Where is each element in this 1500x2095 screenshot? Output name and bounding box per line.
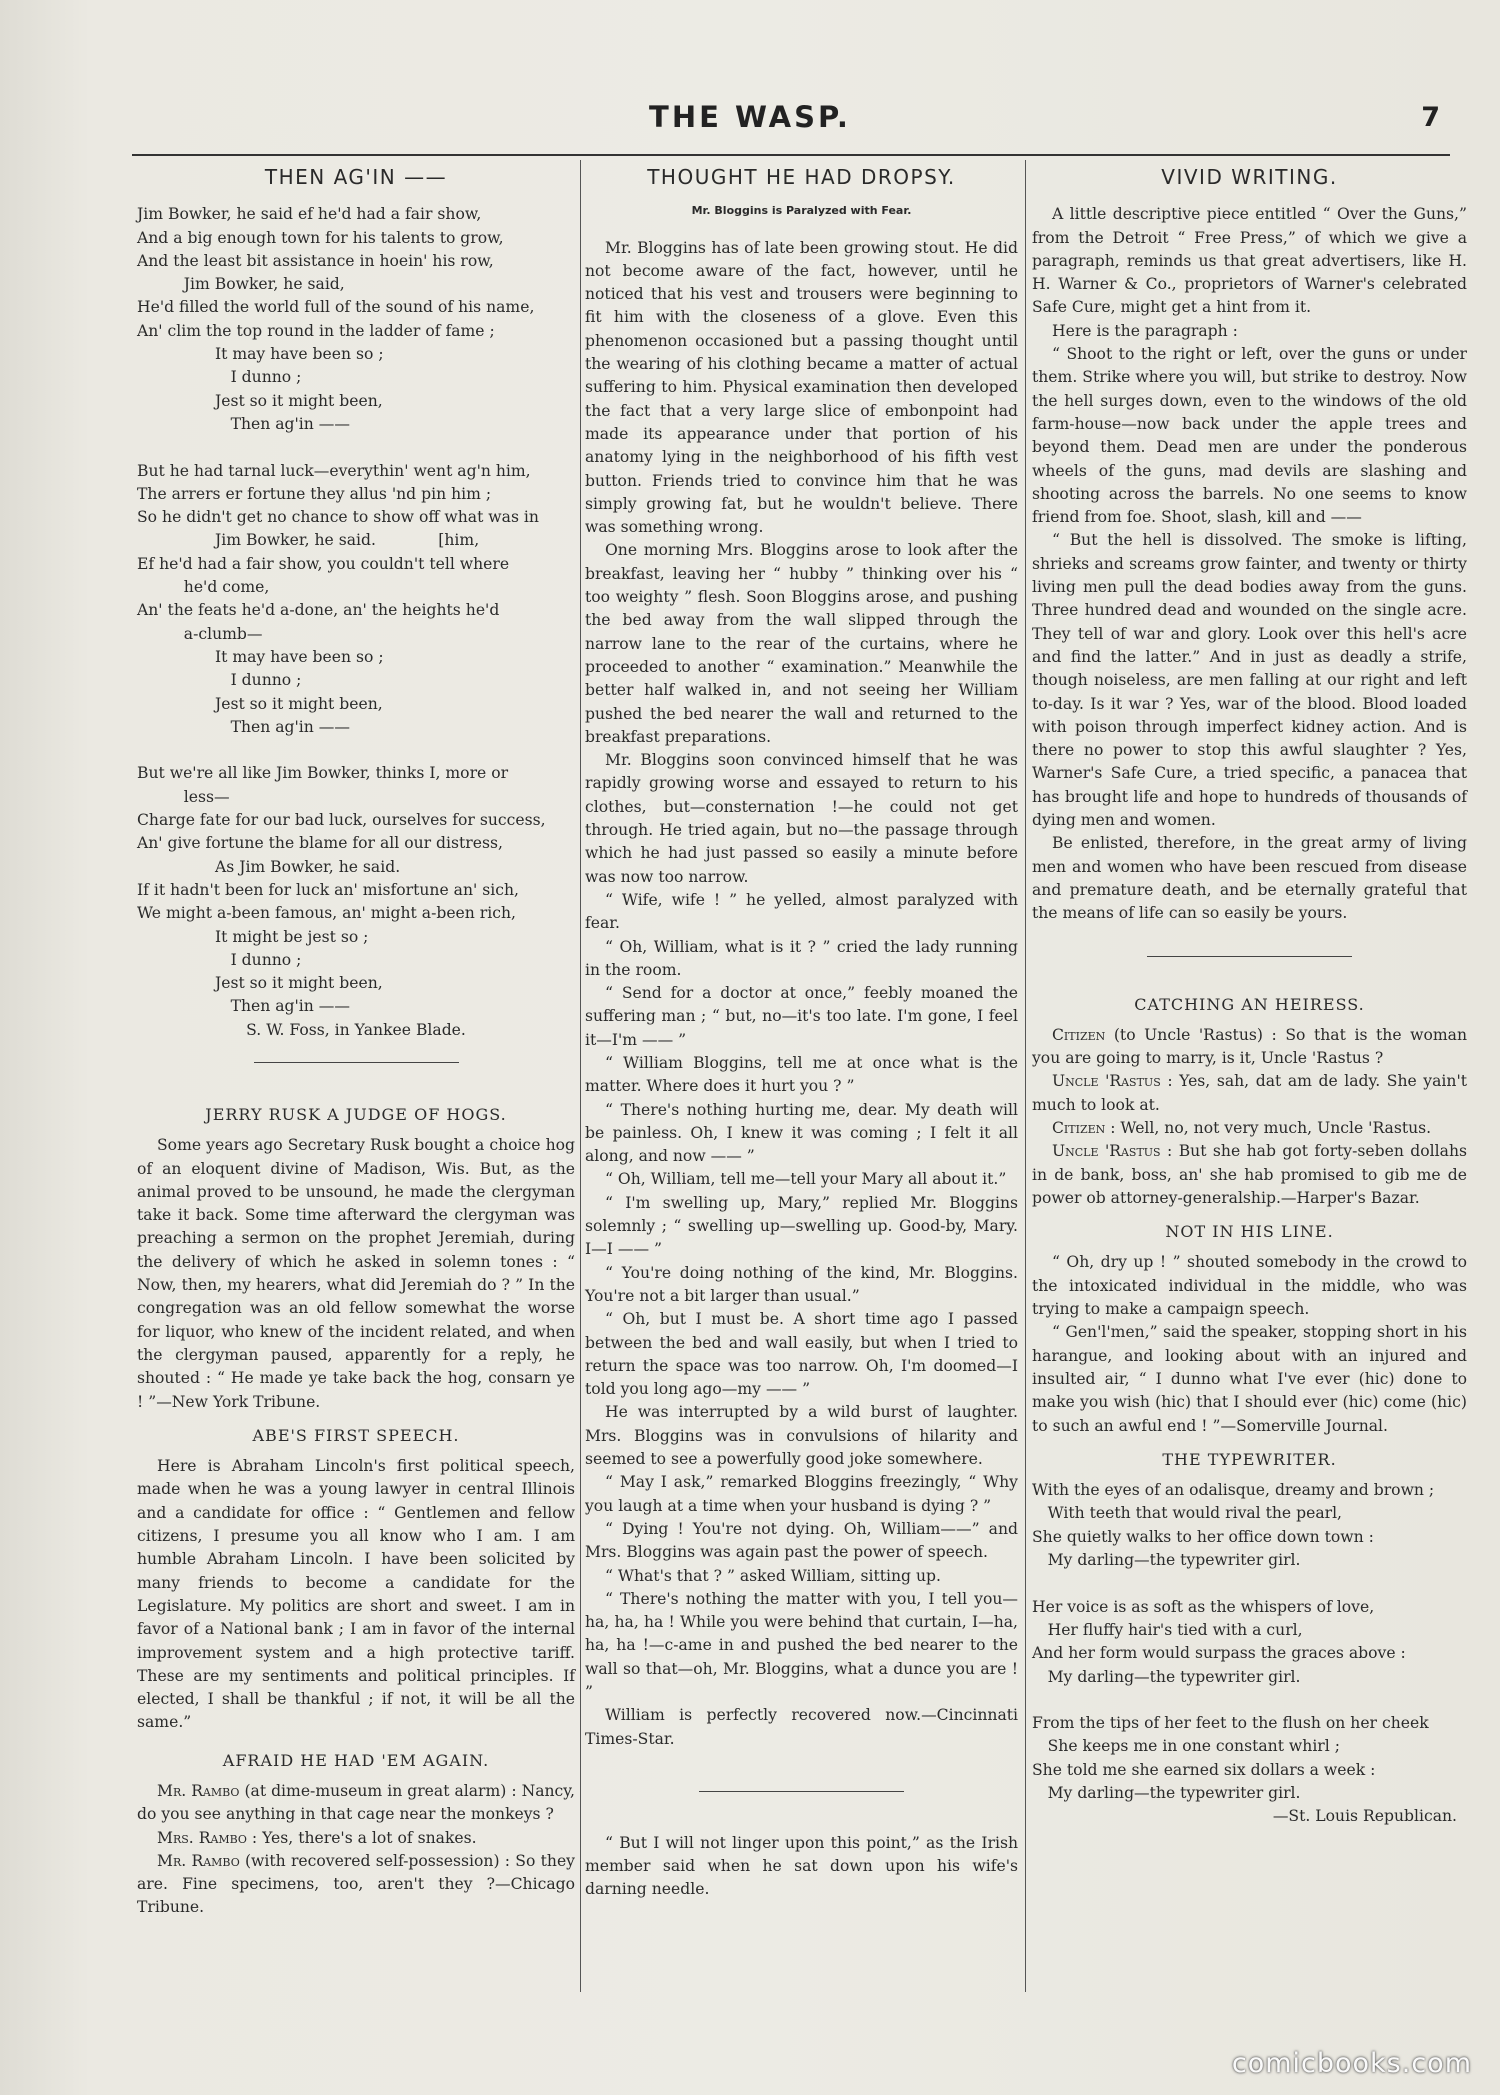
paragraph: “ You're doing nothing of the kind, Mr. Bloggins. You're not a bit larger than usual.” <box>585 1263 1018 1305</box>
column-divider-2 <box>1025 160 1026 1992</box>
article-title-heiress: CATCHING AN HEIRESS. <box>1134 994 1365 1014</box>
paragraph: “ There's nothing hurting me, dear. My death will be painless. Oh, I knew it was coming ; I felt it all along, and now —— ” <box>585 1100 1018 1166</box>
poem-line: We might a-been famous, an' might a-been rich, <box>137 904 516 923</box>
column-middle <box>585 166 1018 1902</box>
paragraph: “ Dying ! You're not dying. Oh, William——” and Mrs. Bloggins was again past the power of speech. <box>585 1519 1018 1562</box>
poem-line: My darling—the typewriter girl. <box>1032 1667 1301 1686</box>
poem-line: From the tips of her feet to the flush on her cheek <box>1032 1714 1429 1733</box>
paragraph: A little descriptive piece entitled “ Over the Guns,” from the Detroit “ Free Press,” of which we give a paragraph, reminds us that great advertisers, like H. H. Warner & Co., proprietors of Warner's celebrated Safe Cure, might get a hint from it. <box>1032 205 1467 317</box>
poem-line: Jim Bowker, he said ef he'd had a fair show, <box>137 205 482 224</box>
column-divider-1 <box>580 160 581 1992</box>
article-body-heiress <box>1032 1024 1467 1210</box>
poem-line: Then ag'in —— <box>137 414 350 433</box>
poem-line <box>1032 1572 1467 1595</box>
poem-typewriter <box>1032 1479 1467 1805</box>
poem-line: It might be jest so ; <box>137 927 369 946</box>
paragraph: “ May I ask,” remarked Bloggins freezingly, “ Why you laugh at a time when your husband is dying ? ” <box>585 1473 1018 1515</box>
article-subtitle-dropsy: Mr. Bloggins is Paralyzed with Fear. <box>691 204 912 218</box>
poem-then-again <box>137 203 575 1042</box>
poem-line: But he had tarnal luck—everythin' went ag'n him, <box>137 461 531 480</box>
poem-line: Ef he'd had a fair show, you couldn't tell where <box>137 554 510 573</box>
article-title-afraid: AFRAID HE HAD 'EM AGAIN. <box>222 1750 490 1770</box>
paragraph: “ Shoot to the right or left, over the guns or under them. Strike where you will, but strike to destroy. Now the hell surges down, even to the windows of the old farm-house—now back under the apple trees and beyond them. Dead men are under the ponderous wheels of the guns, mad devils are slashing and shooting across the barrels. No one seems to know friend from foe. Shoot, slash, kill and —— <box>1032 345 1467 527</box>
dialogue-paragraph <box>137 1780 575 1827</box>
article-title-not-in-line: NOT IN HIS LINE. <box>1165 1222 1334 1242</box>
article-body-afraid <box>137 1780 575 1920</box>
poem-line: Her fluffy hair's tied with a curl, <box>1032 1620 1303 1639</box>
poem-line: The arrers er fortune they allus 'nd pin him ; <box>137 484 492 503</box>
poem-line: She told me she earned six dollars a week : <box>1032 1760 1376 1779</box>
poem-line: Jest so it might been, <box>137 391 383 410</box>
article-body-irish-member: “ But I will not linger upon this point,” as the Irish member said when he sat down upon his wife's darning needle. <box>585 1833 1018 1899</box>
article-title-vivid-writing: VIVID WRITING. <box>1161 165 1338 189</box>
speaker-name: Citizen <box>1052 1025 1106 1044</box>
poem-line: But we're all like Jim Bowker, thinks I, more or <box>137 764 509 783</box>
paragraph: “ Send for a doctor at once,” feebly moaned the suffering man ; “ but, no—it's too late. I'm gone, I feel it—I'm —— ” <box>585 984 1018 1049</box>
paragraph: He was interrupted by a wild burst of laughter. Mrs. Bloggins was in convulsions of hilarity and seemed to see a powerfully good joke somewhere. <box>585 1403 1018 1469</box>
poem-line: Then ag'in —— <box>137 717 350 736</box>
paragraph: “ Wife, wife ! ” he yelled, almost paralyzed with fear. <box>585 890 1018 933</box>
paragraph: Here is the paragraph : <box>1052 321 1238 340</box>
article-body-abes-speech: Here is Abraham Lincoln's first political speech, made when he was a young lawyer in central Illinois and a candidate for office : “ Gentlemen and fellow citizens, I presume you all know who I am. I am humble Abraham Lincoln. I have been solicited by many friends to become a candidate for the Legislature. My politics are short and sweet. I am in favor of a National bank ; I am in favor of the internal improvement system and a high protective tariff. These are my sentiments and political principles. If elected, I shall be thankful ; if not, it will be all the same.” <box>137 1457 575 1732</box>
paragraph: “ There's nothing the matter with you, I tell you—ha, ha, ha ! While you were behind that curtain, I—ha, ha, ha !—c-ame in and pushed the bed nearer to the wall so that—oh, Mr. Bloggins, what a dunce you are ! ” <box>585 1589 1018 1701</box>
paragraph: “ Oh, but I must be. A short time ago I passed between the bed and wall easily, but when I tried to return the space was too narrow. Oh, I'm doomed—I told you long ago—my —— ” <box>585 1310 1018 1399</box>
article-body-dropsy <box>585 237 1018 1751</box>
separator-rule <box>699 1791 904 1792</box>
speaker-name: Mr. Rambo <box>157 1851 240 1870</box>
poem-line: It may have been so ; <box>137 647 384 666</box>
poem-line: And the least bit assistance in hoein' his row, <box>137 251 494 270</box>
poem-line: She keeps me in one constant whirl ; <box>1032 1737 1340 1756</box>
article-body-not-in-line <box>1032 1251 1467 1437</box>
article-title-jerry-rusk: JERRY RUSK A JUDGE OF HOGS. <box>205 1104 507 1124</box>
article-body-vivid-writing <box>1032 203 1467 925</box>
poem-line: I dunno ; <box>137 671 302 690</box>
paragraph: One morning Mrs. Bloggins arose to look after the breakfast, leaving her “ hubby ” thinking over his “ too weighty ” flesh. Soon Bloggins arose, and pushing the bed away from the wall slipped through the narrow lane to the rear of the curtains, where he proceeded to another “ examination.” Meanwhile the better half walked in, and not seeing her William pushed the bed nearer the wall and returned to the breakfast preparations. <box>585 541 1018 746</box>
poem-line: Jim Bowker, he said, <box>137 275 345 294</box>
speaker-name: Mr. Rambo <box>157 1782 240 1800</box>
speaker-name: Mrs. Rambo <box>157 1828 247 1847</box>
column-left <box>137 166 575 1920</box>
paragraph: “ I'm swelling up, Mary,” replied Mr. Bloggins solemnly ; “ swelling up—swelling up. Good-by, Mary. I—I —— ” <box>585 1193 1018 1259</box>
dialogue-paragraph <box>1032 1024 1467 1071</box>
article-body-jerry-rusk: Some years ago Secretary Rusk bought a choice hog of an eloquent divine of Madison, Wis. But, as the animal proved to be unsound, he made the clergyman take it back. Some time afterward the clergyman was preaching a sermon on the prophet Jeremiah, during the delivery of which he asked in solemn tones : “ Now, then, my hearers, what did Jeremiah do ? ” In the congregation was an old fellow somewhat the worse for liquor, who knew of the incident related, and when the clergyman paused, apparently for a reply, he shouted : “ He made ye take back the hog, consarn ye ! ”—New York Tribune. <box>137 1136 575 1411</box>
dialogue-text: : Yes, sah, dat am de lady. She yain't much to look at. <box>1032 1072 1467 1114</box>
poem-line <box>137 739 575 762</box>
speaker-name: Uncle 'Rastus <box>1052 1072 1161 1091</box>
poem-line: Her voice is as soft as the whispers of love, <box>1032 1597 1375 1616</box>
page-number: 7 <box>1421 102 1440 133</box>
poem-line: And a big enough town for his talents to grow, <box>137 228 504 247</box>
poem-line: I dunno ; <box>137 950 302 969</box>
poem-line: My darling—the typewriter girl. <box>1032 1784 1301 1802</box>
speaker-name: Citizen <box>1052 1118 1106 1137</box>
watermark-text: comicbooks.com <box>1231 2048 1472 2079</box>
poem-line: With the eyes of an odalisque, dreamy and brown ; <box>1032 1481 1435 1500</box>
dialogue-text: (with recovered self-possession) : So they are. Fine specimens, too, aren't they ?—Chicago Tribune. <box>137 1851 575 1917</box>
poem-line: he'd come, <box>137 578 270 597</box>
poem-line: I dunno ; <box>137 368 302 387</box>
poem-line: As Jim Bowker, he said. <box>137 857 401 876</box>
poem-line: Charge fate for our bad luck, ourselves for success, <box>137 811 546 830</box>
separator-rule <box>254 1062 459 1063</box>
article-title-dropsy: THOUGHT HE HAD DROPSY. <box>647 165 956 189</box>
article-title-abes-speech: ABE'S FIRST SPEECH. <box>252 1425 460 1445</box>
poem-line: An' the feats he'd a-done, an' the heights he'd <box>137 601 500 620</box>
dialogue-paragraph <box>1032 1070 1467 1117</box>
paragraph: Mr. Bloggins soon convinced himself that he was rapidly growing worse and essayed to return to his clothes, but—consternation !—he could not get through. He tried again, but no—the passage through which he had just passed so easily a minute before was now too narrow. <box>585 751 1018 886</box>
dialogue-text: : Yes, there's a lot of snakes. <box>246 1828 477 1847</box>
paragraph: “ What's that ? ” asked William, sitting up. <box>605 1566 941 1585</box>
paragraph: Be enlisted, therefore, in the great army of living men and women who have been rescued from disease and premature death, and be eternally grateful that the means of life can so easily be yours. <box>1032 834 1467 923</box>
dialogue-text: (at dime-museum in great alarm) : Nancy, do you see anything in that cage near the monkeys ? <box>137 1782 575 1824</box>
paragraph: Mr. Bloggins has of late been growing stout. He did not become aware of the fact, however, until he noticed that his vest and trousers were beginning to fit him with the closeness of a glove. Even this phenomenon occasioned but a passing thought until the wearing of his clothing became a matter of actual suffering to him. Physical examination then developed the fact that a very large slice of embonpoint had made its appearance under that portion of his anatomy lying in the neighborhood of his fifth vest button. Friends tried to convince him that he was simply growing fat, but he wouldn't believe. There was something wrong. <box>585 238 1018 537</box>
poem-line: So he didn't get no chance to show off what was in <box>137 508 539 527</box>
speaker-name: Uncle 'Rastus <box>1052 1142 1161 1161</box>
dialogue-paragraph <box>137 1827 575 1850</box>
paragraph: “ Oh, dry up ! ” shouted somebody in the crowd to the intoxicated individual in the middle, who was trying to make a campaign speech. <box>1032 1253 1467 1319</box>
poem-line: Then ag'in —— <box>137 997 350 1016</box>
paragraph: “ Oh, William, what is it ? ” cried the lady running in the room. <box>585 937 1018 979</box>
poem-line: With teeth that would rival the pearl, <box>1032 1504 1343 1523</box>
paragraph: William is perfectly recovered now.—Cincinnati Times-Star. <box>585 1706 1018 1748</box>
paragraph: “ But the hell is dissolved. The smoke is lifting, shrieks and screams grow fainter, and twenty or thirty living men pull the dead bodies away from the guns. Three hundred dead and wounded on the single acre. They tell of war and glory. Look over this hell's acre and find the latter.” And in just as deadly a strife, though noiseless, are men falling at our right and left to-day. Is it war ? Yes, war of the blood. Blood loaded with poison through imperfect kidney action. And is there no power to stop this awful slaughter ? Yes, Warner's Safe Cure, a tried specific, a panacea that has brought life and hope to hundreds of thousands of dying men and women. <box>1032 531 1467 830</box>
poem-line <box>137 436 575 459</box>
paragraph: “ William Bloggins, tell me at once what is the matter. Where does it hurt you ? ” <box>585 1053 1018 1096</box>
header-rule <box>132 154 1450 156</box>
poem-line: It may have been so ; <box>137 345 384 364</box>
poem-line: S. W. Foss, in Yankee Blade. <box>137 1020 466 1039</box>
dialogue-paragraph <box>1032 1140 1467 1210</box>
poem-line: An' clim the top round in the ladder of fame ; <box>137 321 495 340</box>
poem-credit: —St. Louis Republican. <box>1272 1807 1457 1826</box>
poem-line: Jest so it might been, <box>137 974 383 993</box>
poem-line: If it hadn't been for luck an' misfortune an' sich, <box>137 880 519 899</box>
masthead-title: THE WASP. <box>649 100 851 134</box>
poem-line: a-clumb— <box>137 624 263 643</box>
dialogue-text: (to Uncle 'Rastus) : So that is the woman you are going to marry, is it, Uncle 'Rastus ? <box>1032 1025 1467 1068</box>
dialogue-paragraph <box>137 1850 575 1920</box>
separator-rule <box>1147 956 1352 957</box>
article-title-then-again: THEN AG'IN —— <box>264 165 448 189</box>
poem-line: My darling—the typewriter girl. <box>1032 1551 1301 1570</box>
poem-line: He'd filled the world full of the sound of his name, <box>137 298 535 317</box>
poem-line: Jest so it might been, <box>137 694 383 713</box>
article-title-typewriter: THE TYPEWRITER. <box>1162 1449 1337 1469</box>
paragraph: “ Oh, William, tell me—tell your Mary all about it.” <box>605 1170 1007 1189</box>
paragraph: “ Gen'l'men,” said the speaker, stopping short in his harangue, and looking about with an injured and insulted air, “ I dunno what I've ever (hic) done to make you wish (hic) that I should ever (hic) come (hic) to such an awful end ! ”—Somerville Journal. <box>1032 1323 1467 1435</box>
poem-line: less— <box>137 787 230 806</box>
dialogue-text: : But she hab got forty-seben dollahs in de bank, boss, an' she hab promised to gib me de power ob attorney-generalship.—Harper's Bazar. <box>1032 1142 1467 1207</box>
poem-line: Jim Bowker, he said. [him, <box>137 531 480 550</box>
dialogue-paragraph <box>1032 1117 1467 1140</box>
poem-line: An' give fortune the blame for all our distress, <box>137 834 503 853</box>
dialogue-text: : Well, no, not very much, Uncle 'Rastus. <box>1105 1118 1432 1137</box>
poem-line: She quietly walks to her office down town : <box>1032 1527 1374 1546</box>
column-right <box>1032 166 1467 1829</box>
poem-line <box>1032 1689 1467 1712</box>
poem-line: And her form would surpass the graces above : <box>1032 1644 1406 1663</box>
